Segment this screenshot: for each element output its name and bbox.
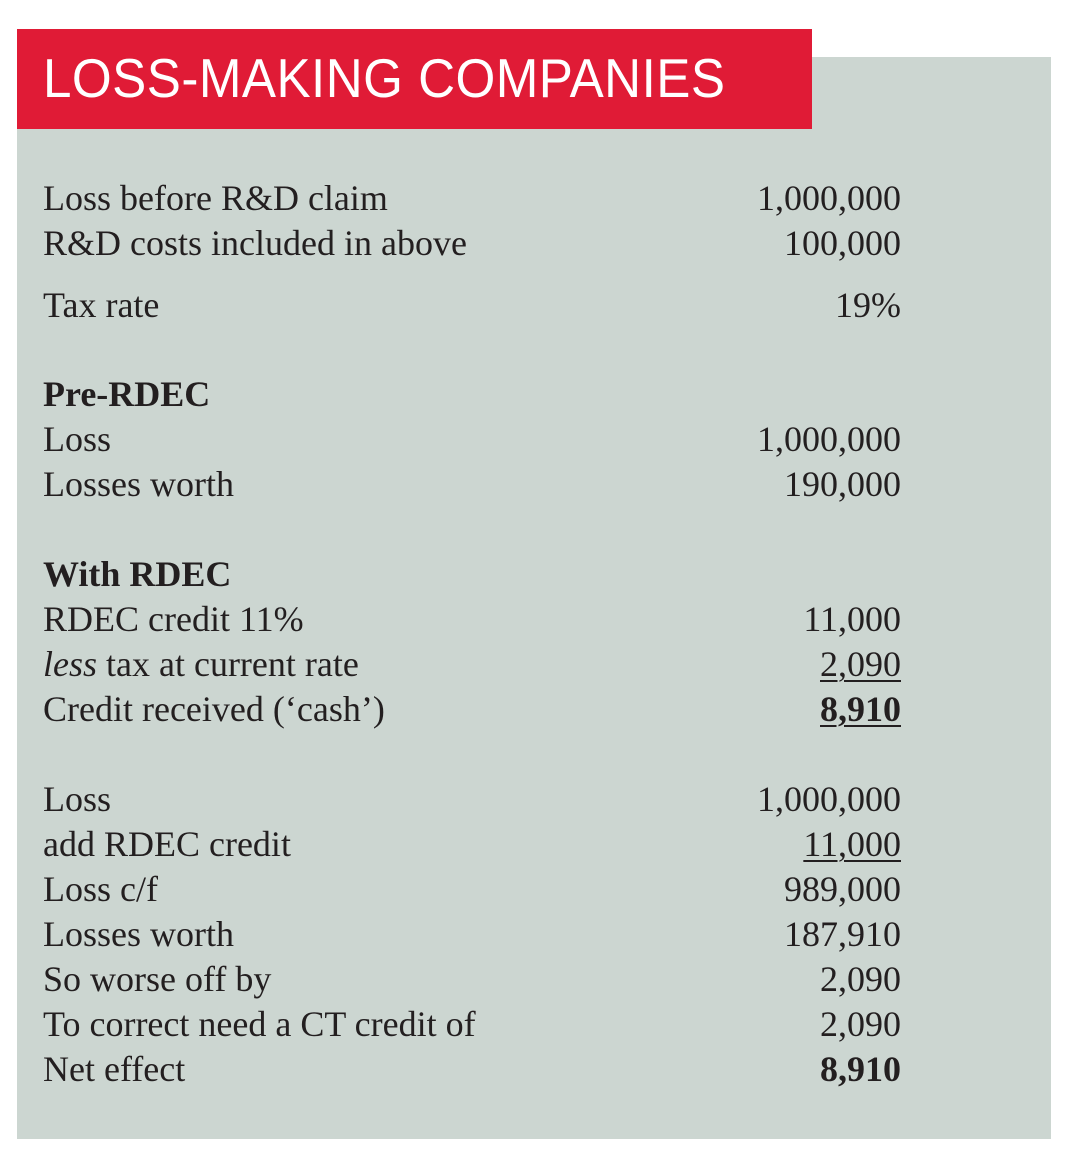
row-label: Credit received (‘cash’) — [43, 689, 385, 729]
less-label-rest: tax at current rate — [97, 644, 359, 684]
row-value: 19% — [835, 285, 901, 325]
row-rd-costs — [43, 221, 901, 265]
row-loss-cf — [43, 867, 901, 911]
row-label: add RDEC credit — [43, 824, 291, 864]
row-label: Losses worth — [43, 914, 234, 954]
row-label: Net effect — [43, 1049, 186, 1089]
row-label: Loss — [43, 779, 112, 819]
italic-less: less — [43, 644, 97, 684]
row-value: 1,000,000 — [757, 419, 901, 459]
page-title: LOSS-MAKING COMPANIES — [43, 47, 726, 109]
row-summary-losses-worth — [43, 912, 901, 956]
row-value: 11,000 — [803, 599, 901, 639]
row-value: 187,910 — [784, 914, 901, 954]
section-heading: Pre-RDEC — [43, 374, 211, 414]
row-worse-off — [43, 957, 901, 1001]
row-value: 8,910 — [820, 1049, 901, 1089]
row-tax-rate — [43, 283, 901, 327]
row-value: 1,000,000 — [757, 178, 901, 218]
row-label: RDEC credit 11% — [43, 599, 304, 639]
row-pre-rdec-loss — [43, 417, 901, 461]
title-banner — [17, 29, 812, 129]
row-label: Loss c/f — [43, 869, 158, 909]
row-add-rdec-credit — [43, 822, 901, 866]
row-value: 190,000 — [784, 464, 901, 504]
row-label: Tax rate — [43, 285, 160, 325]
row-value: 2,090 — [820, 1004, 901, 1044]
row-label: So worse off by — [43, 959, 272, 999]
row-value: 8,910 — [820, 689, 901, 729]
row-loss-before-claim — [43, 176, 901, 220]
section-heading-with-rdec — [43, 552, 901, 596]
row-value: 989,000 — [784, 869, 901, 909]
section-heading-pre-rdec — [43, 372, 901, 416]
row-label: Loss before R&D claim — [43, 178, 388, 218]
row-pre-rdec-losses-worth — [43, 462, 901, 506]
row-value: 2,090 — [820, 644, 901, 684]
row-credit-received — [43, 687, 901, 731]
row-ct-credit — [43, 1002, 901, 1046]
row-net-effect — [43, 1047, 901, 1091]
row-value: 11,000 — [803, 824, 901, 864]
row-label: Losses worth — [43, 464, 234, 504]
row-label: R&D costs included in above — [43, 223, 467, 263]
row-rdec-credit — [43, 597, 901, 641]
row-value: 1,000,000 — [757, 779, 901, 819]
row-summary-loss — [43, 777, 901, 821]
row-label — [43, 642, 359, 686]
row-label: Loss — [43, 419, 112, 459]
row-value: 100,000 — [784, 223, 901, 263]
row-label: To correct need a CT credit of — [43, 1004, 476, 1044]
section-heading: With RDEC — [43, 554, 232, 594]
row-less-tax — [43, 642, 901, 686]
row-value: 2,090 — [820, 959, 901, 999]
